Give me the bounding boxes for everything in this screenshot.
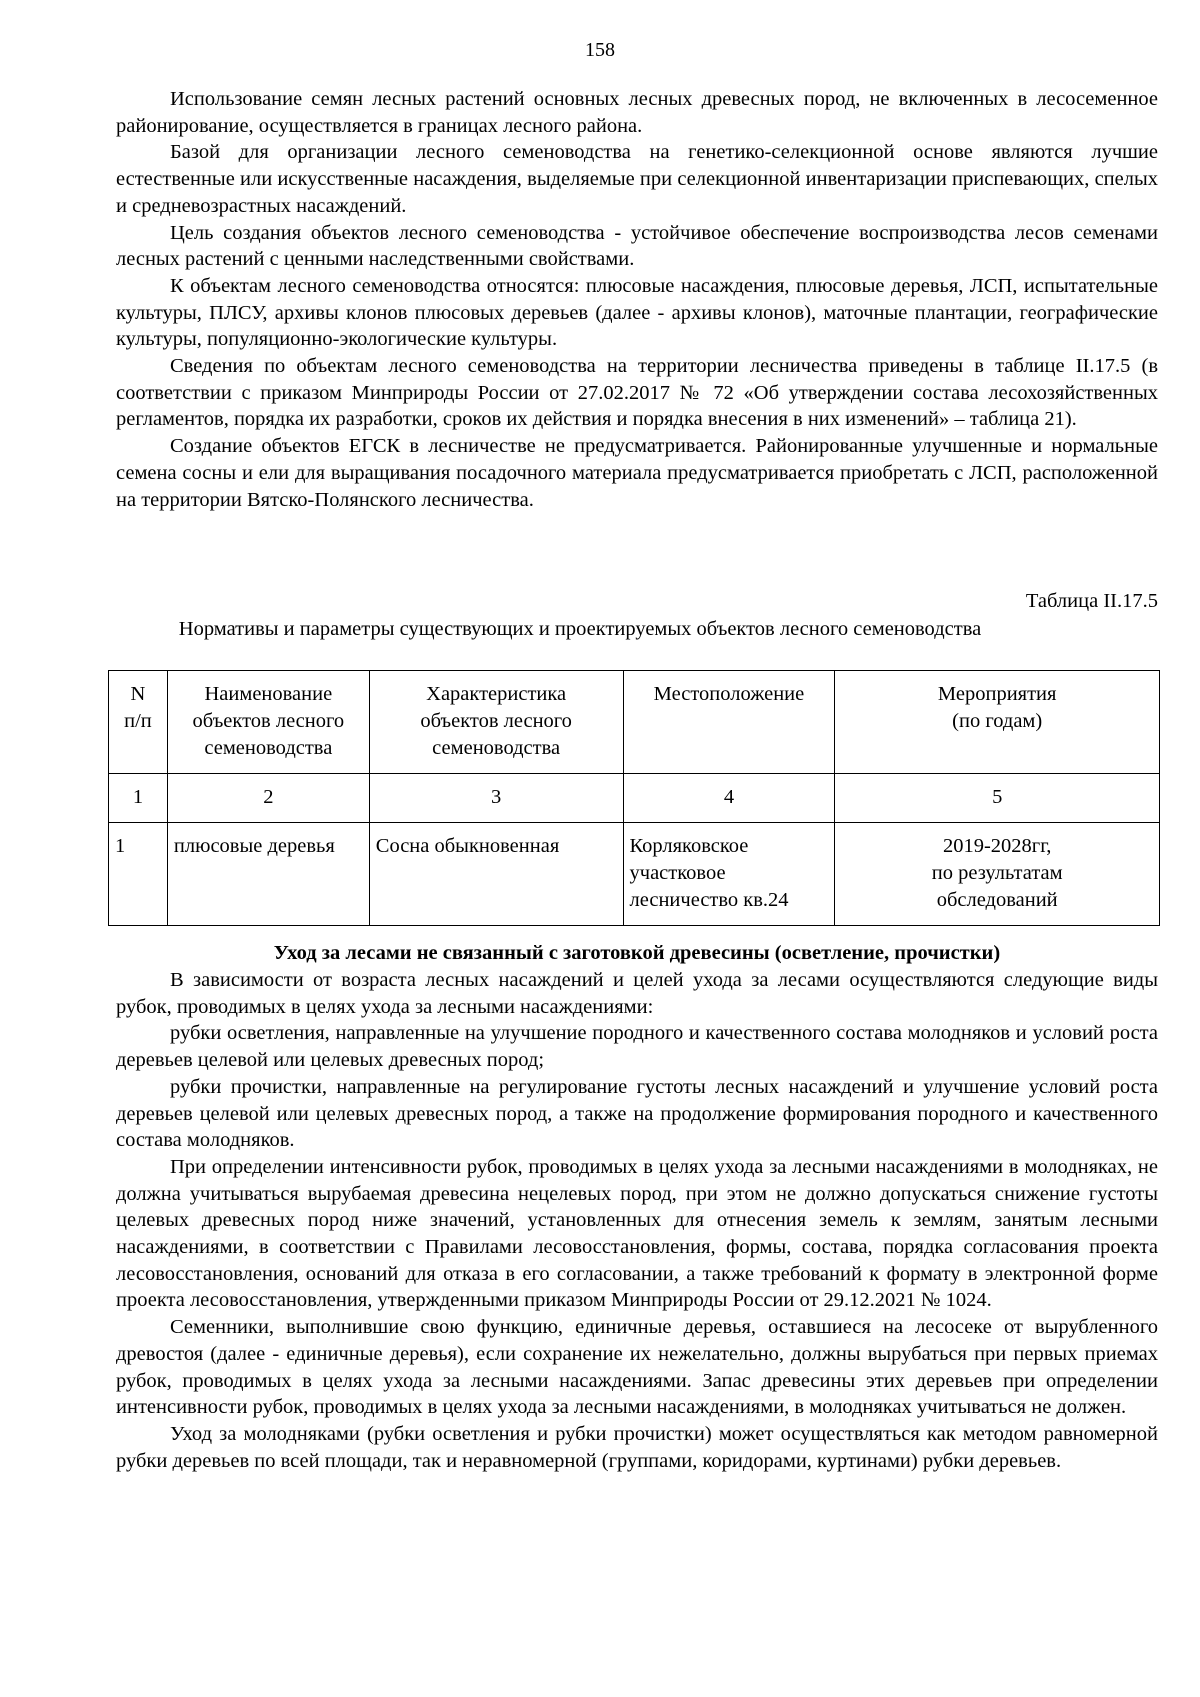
paragraph: Сведения по объектам лесного семеноводства на территории лесничества приведены в таблице II.17.5 (в соответствии с приказом Минприроды России от 27.02.2017 № 72 «Об утверждении состава лесохозяйственных регламентов, порядка их разработки, сроков их действия и порядка внесения в них изменений» – таблица 21). [116, 355, 1158, 431]
paragraph: Уход за молодняками (рубки осветления и рубки прочистки) может осуществляться как методом равномерной рубки деревьев по всей площади, так и неравномерной (группами, коридорами, куртинами) рубки деревьев. [116, 1422, 1158, 1472]
header-text: п/п [124, 710, 152, 732]
paragraph: Цель создания объектов лесного семеноводства - устойчивое обеспечение воспроизводства лесов семенами лесных растений с ценными наследственными свойствами. [116, 221, 1158, 271]
table-column-number-row [109, 774, 1160, 823]
cell-text: участковое [629, 862, 726, 884]
cell-text: Корляковское [629, 835, 749, 857]
table-caption: Таблица II.17.5 [1025, 590, 1158, 612]
column-number-cell: 1 [109, 774, 168, 823]
cell-text: 2019-2028гг, [942, 835, 1052, 857]
paragraph: Базой для организации лесного семеноводства на генетико-селекционной основе являются лучшие естественные или искусственные насаждения, выделяемые при селекционной инвентаризации приспевающих, спелых и средневозрастных насаждений. [116, 141, 1158, 217]
body-text [116, 967, 1158, 1474]
cell-characteristic: Сосна обыкновенная [369, 823, 623, 926]
header-cell-number [109, 671, 168, 774]
cell-name: плюсовые деревья [167, 823, 369, 926]
column-number-cell: 2 [167, 774, 369, 823]
column-number-cell: 5 [835, 774, 1160, 823]
paragraph: Семенники, выполнившие свою функцию, единичные деревья, оставшиеся на лесосеке от вырубленного древостоя (далее - единичные деревья), если сохранение их нежелательно, должны вырубаться при первых приемах рубок, проводимых в целях ухода за лесными насаждениями. Запас древесины этих деревьев при определении интенсивности рубок, проводимых в целях ухода за лесными насаждениями, в молодняках учитываться не должен. [116, 1316, 1158, 1419]
cell-activities [835, 823, 1160, 926]
header-text: Характеристика [426, 683, 567, 705]
column-number-cell: 3 [369, 774, 623, 823]
header-text: (по годам) [952, 710, 1043, 732]
paragraph: Создание объектов ЕГСК в лесничестве не предусматривается. Районированные улучшенные и нормальные семена сосны и ели для выращивания посадочного материала предусматривается приобретать с ЛСП, расположенной на территории Вятско-Полянского лесничества. [116, 435, 1158, 511]
header-text: семеноводства [432, 737, 561, 759]
page-number: 158 [585, 39, 615, 61]
paragraph: рубки прочистки, направленные на регулирование густоты лесных насаждений и улучшение условий роста деревьев целевой или целевых древесных пород, а также на продолжение формирования породного и качественного состава молодняков. [116, 1075, 1158, 1152]
column-number-cell: 4 [623, 774, 835, 823]
cell-text: обследований [936, 889, 1058, 911]
header-text: объектов лесного [192, 710, 345, 732]
table-header-row [109, 671, 1160, 774]
table-row [109, 823, 1160, 926]
header-text: объектов лесного [420, 710, 572, 732]
cell-text: по результатам [931, 862, 1063, 884]
header-cell-characteristic [369, 671, 623, 774]
section-heading: Уход за лесами не связанный с заготовкой древесины (осветление, прочистки) [273, 942, 1001, 964]
paragraph: В зависимости от возраста лесных насаждений и целей ухода за лесами осуществляются следующие виды рубок, проводимых в целях ухода за лесными насаждениями: [116, 969, 1158, 1018]
cell-number: 1 [109, 823, 168, 926]
paragraph: К объектам лесного семеноводства относятся: плюсовые насаждения, плюсовые деревья, ЛСП, испытательные культуры, ПЛСУ, архивы клонов плюсовых деревьев (далее - архивы клонов), маточные плантации, географические культуры, популяционно-экологические культуры. [116, 274, 1158, 351]
header-text: Местоположение [653, 683, 805, 705]
header-text: семеноводства [204, 737, 333, 759]
header-text: Мероприятия [937, 683, 1057, 705]
paragraph: рубки осветления, направленные на улучшение породного и качественного состава молодняков и условий роста деревьев целевой или целевых древесных пород; [116, 1022, 1158, 1072]
header-cell-activities [835, 671, 1160, 774]
cell-location [623, 823, 835, 926]
paragraph: Использование семян лесных растений основных лесных древесных пород, не включенных в лесосеменное районирование, осуществляется в границах лесного района. [116, 88, 1158, 137]
header-cell-name [167, 671, 369, 774]
paragraph: При определении интенсивности рубок, проводимых в целях ухода за лесными насаждениями в молодняках, не должна учитываться вырубаемая древесина нецелевых пород, при этом не должно допускаться снижение густоты целевых древесных пород ниже значений, установленных для отнесения земель к землям, занятым лесными насаждениями, в соответствии с Правилами лесовосстановления, формы, состава, порядка согласования проекта лесовосстановления, оснований для отказа в его согласовании, а также требований к формату в электронной форме проекта лесовосстановления, утвержденными приказом Минприроды России от 29.12.2021 № 1024. [116, 1155, 1158, 1312]
seed-objects-table [108, 670, 1160, 926]
intro-text [116, 86, 1158, 513]
header-text: N [130, 683, 146, 705]
table-title: Нормативы и параметры существующих и проектируемых объектов лесного семеноводства [178, 618, 982, 640]
cell-text: лесничество кв.24 [629, 889, 789, 911]
header-text: Наименование [204, 683, 333, 705]
header-cell-location [623, 671, 835, 774]
